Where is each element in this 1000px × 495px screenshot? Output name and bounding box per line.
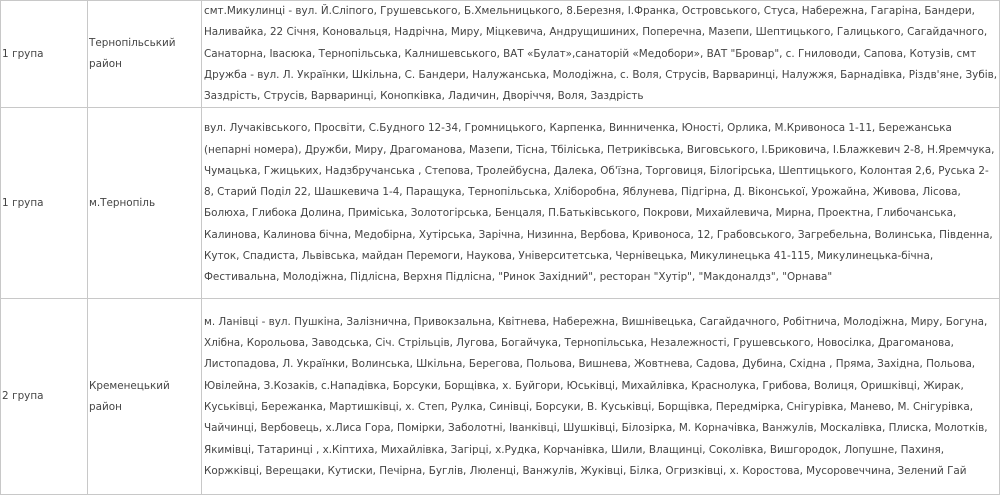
- group-label: 2 група: [2, 390, 44, 403]
- district-label: м.Тернопіль: [89, 196, 156, 209]
- streets-cell: [202, 108, 1000, 299]
- district-cell: [88, 299, 202, 495]
- group-cell: [1, 1, 88, 108]
- district-cell: [88, 108, 202, 299]
- group-label: 1 група: [2, 47, 44, 60]
- group-label: 1 група: [2, 196, 44, 209]
- streets-cell: [202, 1, 1000, 108]
- group-cell: [1, 108, 88, 299]
- streets-cell: [202, 299, 1000, 495]
- table-row: [1, 1, 1000, 108]
- streets-list: вул. Лучаківського, Просвіти, С.Будного 12-34, Громницького, Карпенка, Винниченка, Юності, Орлика, М.Кривоноса 1-11, Бережанська (непарні номера), Дружби, Миру, Драгоманова, Мазепи, Тісна, Тбіліська, Петриківська, Виговського, І.Бриковича, І.Блажкевич 2-8, Н.Яремчука, Чумацька, Гжицьких, Надзбручанська , Степова, Тролейбусна, Далека, Об'їзна, Торговиця, Білогірська, Шептицького, Колонтая 2,6, Руська 2-8, Старий Поділ 22, Шашкевича 1-4, Паращука, Тернопільська, Хліборобна, Яблунева, Підгірна, Д. Віконської, Урожайна, Живова, Лісова, Болюха, Глибока Долина, Приміська, Золотогірська, Бенцаля, П.Батьківського, Покрови, Михайлевича, Мирна, Проектна, Глибочанська, Калинова, Калинова бічна, Медобірна, Хутірська, Зарічна, Низинна, Вербова, Кривоноса, 12, Грабовського, Загребельна, Волинська, Південна, Куток, Спадиста, Львівська, майдан Перемоги, Наукова, Університетська, Чернівецька, Микулинецька 41-115, Микулинецька-бічна, Фестивальна, Молодіжна, Підлісна, Верхня Підлісна, "Ринок Західний", ресторан "Хутір", "Макдоналдз", "Орнава": [204, 122, 995, 284]
- district-label: Тернопільський район: [89, 36, 176, 71]
- streets-list: смт.Микулинці - вул. Й.Сліпого, Грушевського, Б.Хмельницького, 8.Березня, І.Франка, Островського, Стуса, Набережна, Гагаріна, Бандери, Наливайка, 22 Січня, Коновальця, Надрічна, Миру, Міцкевича, Андрущишиних, Поперечна, Мазепи, Шептицького, Галицького, Сагайдачного, Санаторна, Івасюка, Тернопільська, Калнишевського, ВАТ «Булат»,санаторій «Медобори», ВАТ "Бровар", с. Гниловоди, Сапова, Котузів, смт Дружба - вул. Л. Українки, Шкільна, С. Бандери, Налужанська, Молодіжна, с. Воля, Струсів, Варваринці, Налужжя, Барнадівка, Різдв'яне, Зубів, Заздрість, Струсів, Варваринці, Конопківка, Ладичин, Дворіччя, Воля, Заздрість: [204, 5, 997, 103]
- table-row: [1, 108, 1000, 299]
- group-cell: [1, 299, 88, 495]
- district-cell: [88, 1, 202, 108]
- streets-list: м. Ланівці - вул. Пушкіна, Залізнична, Привокзальна, Квітнева, Набережна, Вишнівецька, Сагайдачного, Робітнича, Молодіжна, Миру, Богуна, Хлібна, Корольова, Заводська, Січ. Стрільців, Лугова, Богайчука, Тернопільська, Незалежності, Грушевського, Новосілка, Драгоманова, Листопадова, Л. Українки, Волинська, Шкільна, Берегова, Польова, Вишнева, Жовтнева, Садова, Дубина, Східна , Пряма, Західна, Польова, Ювілейна, З.Козаків, с.Нападівка, Борсуки, Борщівка, х. Буйгори, Юськівці, Михайлівка, Краснолука, Грибова, Волиця, Оришківці, Жирак, Куськівці, Бережанка, Мартишківці, х. Степ, Рулка, Синівці, Борсуки, В. Куськівці, Борщівка, Передмірка, Снігурівка, Манево, М. Снігурівка, Чайчинці, Вербовець, х.Лиса Гора, Помірки, Заболотні, Іванківці, Шушківці, Білозірка, М. Корначівка, Ванжулів, Москалівка, Плиска, Молотків, Якимівці, Татаринці , х.Кіптиха, Михайлівка, Загірці, х.Рудка, Корчанівка, Шили, Влащинці, Соколівка, Вишгородок, Лопушне, Пахиня, Коржківці, Верещаки, Кутиски, Печірна, Буглів, Люленці, Ванжулів, Жуківці, Білка, Огризківці, х. Коростова, Мусоровеччина, Зелений Гай: [204, 315, 988, 477]
- table-row: [1, 299, 1000, 495]
- table-body: [1, 1, 1000, 495]
- district-label: Кременецький район: [89, 379, 170, 413]
